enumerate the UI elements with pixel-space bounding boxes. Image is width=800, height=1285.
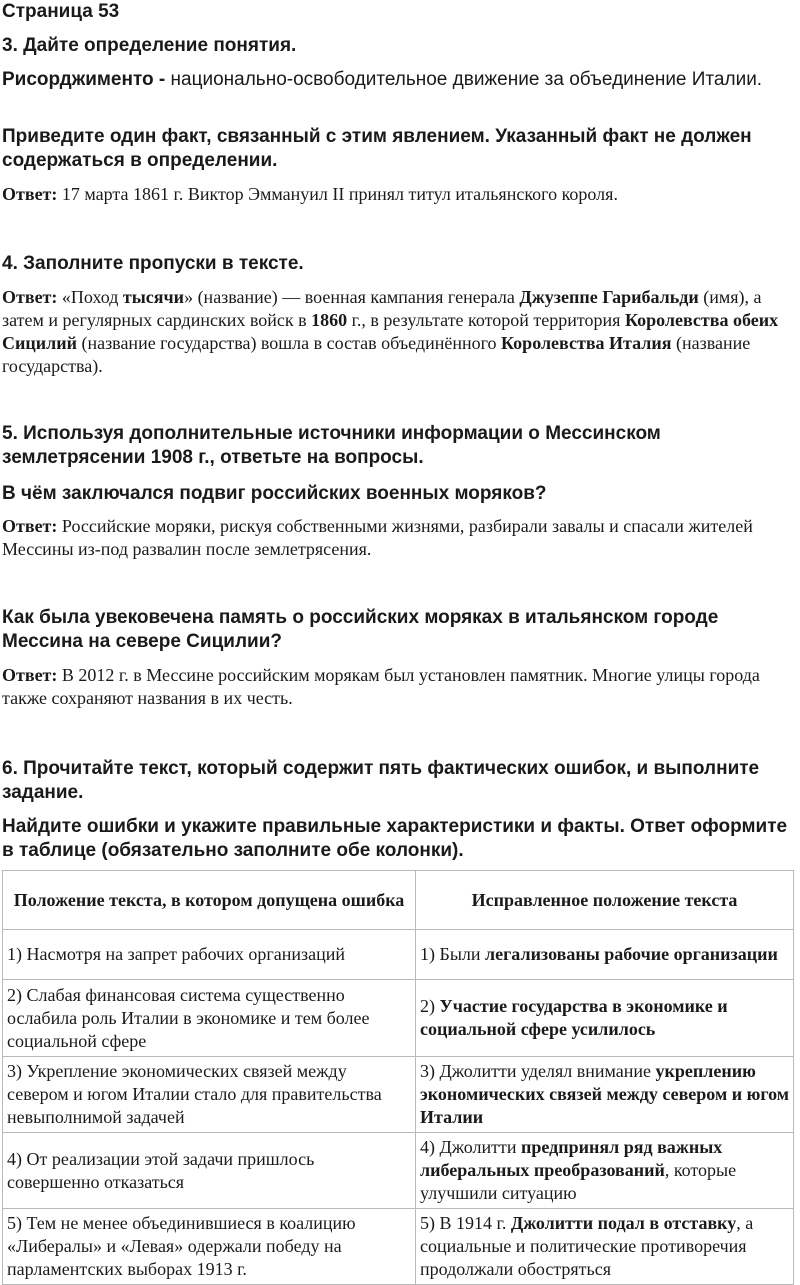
- correction-prefix: 5) В 1914 г.: [420, 1213, 511, 1233]
- q4-text-1: «Поход: [57, 287, 123, 307]
- q5-heading: 5. Используя дополнительные источники информации о Мессинском землетрясении 1908 г., ответьте на вопросы.: [2, 423, 661, 468]
- correction-suffix: , которые улучшили ситуацию: [420, 1160, 737, 1203]
- correction-cell: [416, 1057, 794, 1133]
- q5-answer-1: [2, 515, 796, 561]
- correction-prefix: 1) Были: [420, 944, 486, 964]
- q4-text-2: » (название) — военная кампания генерала: [184, 287, 520, 307]
- error-cell: 2) Слабая финансовая система существенно ослабила роль Италии в экономике и тем более социальной сфере: [3, 980, 416, 1057]
- correction-bold: Джолитти подал в отставку: [510, 1213, 737, 1233]
- q4-answer: [2, 286, 796, 378]
- correction-bold: предпринял ряд важных либеральных преобразований: [420, 1137, 723, 1180]
- q4-blank-5: Королевства Италия: [501, 333, 672, 353]
- correction-bold: укреплению экономических связей между севером и югом Италии: [420, 1061, 789, 1127]
- correction-cell: [416, 980, 794, 1057]
- table-row: [3, 1057, 794, 1133]
- correction-bold: легализованы рабочие организации: [485, 944, 778, 964]
- q5-answer-1-text: Российские моряки, рискуя собственными жизнями, разбирали завалы и спасали жителей Мессины из-под развалин после землетрясения.: [2, 516, 753, 559]
- error-cell: 1) Насмотря на запрет рабочих организаций: [3, 930, 416, 980]
- q4-blank-4: Королевства обеих Сицилий: [2, 310, 779, 353]
- q5-answer-2-label: Ответ:: [2, 665, 58, 685]
- correction-cell: [416, 1133, 794, 1209]
- correction-prefix: 4) Джолитти: [420, 1137, 522, 1157]
- q4-blank-3: 1860: [311, 310, 348, 330]
- q4-text-6: (название государства).: [2, 333, 751, 376]
- page-title: Страница 53: [2, 1, 120, 22]
- q5-subquestion-2: Как была увековечена память о российских моряках в итальянском городе Мессина на севере Сицилии?: [2, 607, 719, 652]
- q3-subheading: Приведите один факт, связанный с этим явлением. Указанный факт не должен содержаться в определении.: [2, 126, 752, 171]
- table-header-row: [3, 871, 794, 930]
- correction-prefix: 2): [420, 996, 440, 1016]
- q5-subquestion-1: В чём заключался подвиг российских военных моряков?: [2, 483, 547, 504]
- correction-cell: [416, 930, 794, 980]
- q3-answer-text: 17 марта 1861 г. Виктор Эммануил II принял титул итальянского короля.: [57, 184, 618, 204]
- q4-text-5: (название государства) вошла в состав объединённого: [76, 333, 502, 353]
- q4-heading: 4. Заполните пропуски в тексте.: [2, 253, 304, 274]
- errors-table: [2, 870, 794, 1285]
- q4-answer-label: Ответ:: [2, 287, 58, 307]
- q5-answer-2: [2, 664, 796, 710]
- error-cell: 5) Тем не менее объединившиеся в коалицию «Либералы» и «Левая» одержали победу на парламентских выборах 1913 г.: [3, 1209, 416, 1285]
- q3-answer-label: Ответ:: [2, 184, 58, 204]
- error-cell: 3) Укрепление экономических связей между севером и югом Италии стало для правительства невыполнимой задачей: [3, 1057, 416, 1133]
- error-cell: 4) От реализации этой задачи пришлось совершенно отказаться: [3, 1133, 416, 1209]
- q4-text-3: (имя), а затем и регулярных сардинских войск в: [2, 287, 762, 330]
- correction-prefix: 3) Джолитти уделял внимание: [420, 1061, 656, 1081]
- correction-bold: Участие государства в экономике и социальной сфере усилилось: [420, 996, 728, 1039]
- q3-answer: [2, 183, 796, 206]
- q3-definition: национально-освободительное движение за объединение Италии.: [165, 69, 763, 90]
- q4-blank-1: тысячи: [122, 287, 185, 307]
- table-row: [3, 1133, 794, 1209]
- header-cell-correction: Исправленное положение текста: [416, 871, 794, 930]
- table-row: [3, 1209, 794, 1285]
- q4-blank-2: Джузеппе Гарибальди: [519, 287, 699, 307]
- q3-definition-paragraph: [2, 68, 796, 92]
- correction-cell: [416, 1209, 794, 1285]
- q5-answer-1-label: Ответ:: [2, 516, 58, 536]
- q4-text-4: г., в результате которой территория: [347, 310, 625, 330]
- table-row: [3, 980, 794, 1057]
- correction-suffix: , а социальные и политические противоречия продолжали обостряться: [420, 1213, 754, 1279]
- q3-heading: 3. Дайте определение понятия.: [2, 35, 297, 56]
- q6-subheading: Найдите ошибки и укажите правильные характеристики и факты. Ответ оформите в таблице (обязательно заполните обе колонки).: [2, 816, 788, 861]
- q6-heading: 6. Прочитайте текст, который содержит пять фактических ошибок, и выполните задание.: [2, 758, 760, 803]
- q5-answer-2-text: В 2012 г. в Мессине российским морякам был установлен памятник. Многие улицы города также сохраняют названия в их честь.: [2, 665, 760, 708]
- header-cell-error: Положение текста, в котором допущена ошибка: [3, 871, 416, 930]
- q3-term: Рисорджименто -: [2, 69, 166, 90]
- table-row: [3, 930, 794, 980]
